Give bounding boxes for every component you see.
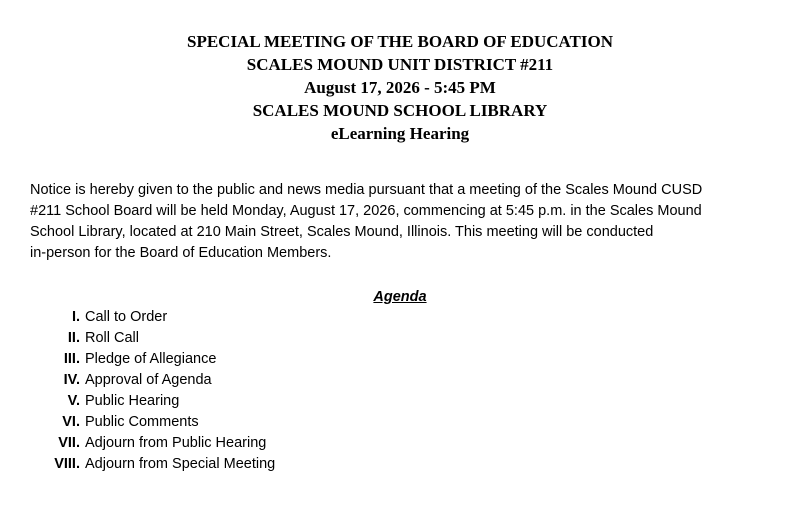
agenda-item-number: V. [67, 393, 80, 409]
agenda-item-text: Adjourn from Public Hearing [85, 435, 267, 451]
notice-line-3: School Library, located at 210 Main Street, Scales Mound, Illinois. This meeting will be conducted [30, 224, 654, 240]
agenda-item [30, 307, 530, 328]
header-district: SCALES MOUND UNIT DISTRICT #211 [246, 55, 554, 74]
notice-line-1: Notice is hereby given to the public and news media pursuant that a meeting of the Scales Mound CUSD [30, 182, 703, 198]
agenda-item [30, 454, 530, 475]
notice-line-2: #211 School Board will be held Monday, August 17, 2026, commencing at 5:45 p.m. in the Scales Mound [30, 203, 702, 219]
agenda-heading: Agenda [373, 289, 427, 305]
agenda-item [30, 370, 530, 391]
header-date-time: August 17, 2026 - 5:45 PM [304, 78, 496, 97]
agenda-item-number: VI. [62, 414, 80, 430]
agenda-item-text: Adjourn from Special Meeting [85, 456, 276, 472]
agenda-item-number: III. [63, 351, 80, 367]
agenda-item-number: IV. [63, 372, 80, 388]
agenda-item-number: VII. [58, 435, 80, 451]
agenda-item [30, 391, 530, 412]
agenda-item [30, 412, 530, 433]
agenda-item-text: Public Hearing [85, 393, 180, 409]
agenda-item [30, 328, 530, 349]
header-title: SPECIAL MEETING OF THE BOARD OF EDUCATION [186, 32, 613, 51]
agenda-item-number: VIII. [54, 456, 80, 472]
header-location: SCALES MOUND SCHOOL LIBRARY [252, 101, 548, 120]
agenda-item-text: Approval of Agenda [85, 372, 212, 388]
agenda-item [30, 349, 530, 370]
notice-paragraph [30, 180, 790, 264]
agenda-item-text: Public Comments [85, 414, 199, 430]
agenda-item-text: Pledge of Allegiance [85, 351, 217, 367]
agenda-list [30, 307, 530, 475]
agenda-item-text: Call to Order [85, 309, 168, 325]
agenda-item-number: II. [67, 330, 80, 346]
agenda-item-number: I. [71, 309, 80, 325]
agenda-item [30, 433, 530, 454]
agenda-item-text: Roll Call [85, 330, 139, 346]
notice-line-4: in-person for the Board of Education Members. [30, 245, 332, 261]
meeting-header [0, 30, 800, 145]
header-subject: eLearning Hearing [330, 124, 470, 143]
